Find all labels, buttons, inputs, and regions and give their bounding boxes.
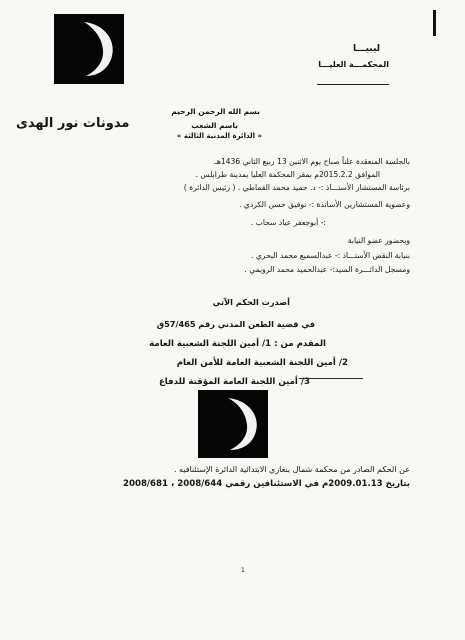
scan-mark [433,10,436,36]
header-country: ليبيـــا [352,44,380,54]
header-court: المحكمـــة العليـــا [318,60,389,69]
blog-logo-watermark [198,390,268,458]
session-line-2: الموافق 2015.2.2م بمقر المحكمة العليا بمدينة طرابلس . [195,170,380,179]
session-line-1: بالجلسة المنعقدة علناً صباح يوم الاثنين 13 ربيع الثاني 1436هـ [214,157,410,166]
session-line-3: برئاسة المستشار الأستـــاذ :- د. حميد محمد القماطي . ( رئيس الدائرة ) [183,183,410,192]
circuit-name: « الدائرة المدنية الثالثة » [176,132,262,140]
bismillah: بسم الله الرحمن الرحيم [171,107,260,116]
ruling-item-3: 3/ أمين اللجنة العامة المؤقتة للدفاع [158,377,310,387]
ruling-case: في قضية الطعن المدني رقم 57/465ق [156,319,315,329]
session-line-6: وبحضور عضو النيابة [347,236,410,245]
header-rule [317,84,389,85]
ruling-item-2: 2/ أمين اللجنة الشعبية العامة للأمن العام [176,358,348,368]
against-line-1: عن الحكم الصادر من محكمة شمال بنغازي الابتدائية الدائرة الإستئنافيه . [173,465,410,474]
blog-logo [54,14,124,84]
page-number: 1 [241,567,245,574]
against-line-2: بتاريخ 2009.01.13م في الاستئنافين رقمي 2008/644 ، 2008/681 [123,479,410,489]
session-line-5: :- أبوجعفر عياد سحاب . [250,218,326,227]
session-line-7: بنيابة النقض الأستـــاذ :- عبدالسميع محمد البحري . [251,251,410,260]
blog-name: مدونات نور الهدى [16,116,130,131]
ruling-issued: أصدرت الحكم الآتي [212,297,290,307]
ruling-appellant: المقدم من : 1/ أمين اللجنة الشعبية العامة [149,339,326,349]
session-line-8: ومسجل الدائـــرة السيد:- عبدالحميد محمد الرويمي . [244,265,410,274]
in-name-of-people: باسم الشعب [191,121,238,130]
session-line-4: وعضوية المستشارين الأساتذة :- توفيق حسن الكردي . [239,200,410,209]
